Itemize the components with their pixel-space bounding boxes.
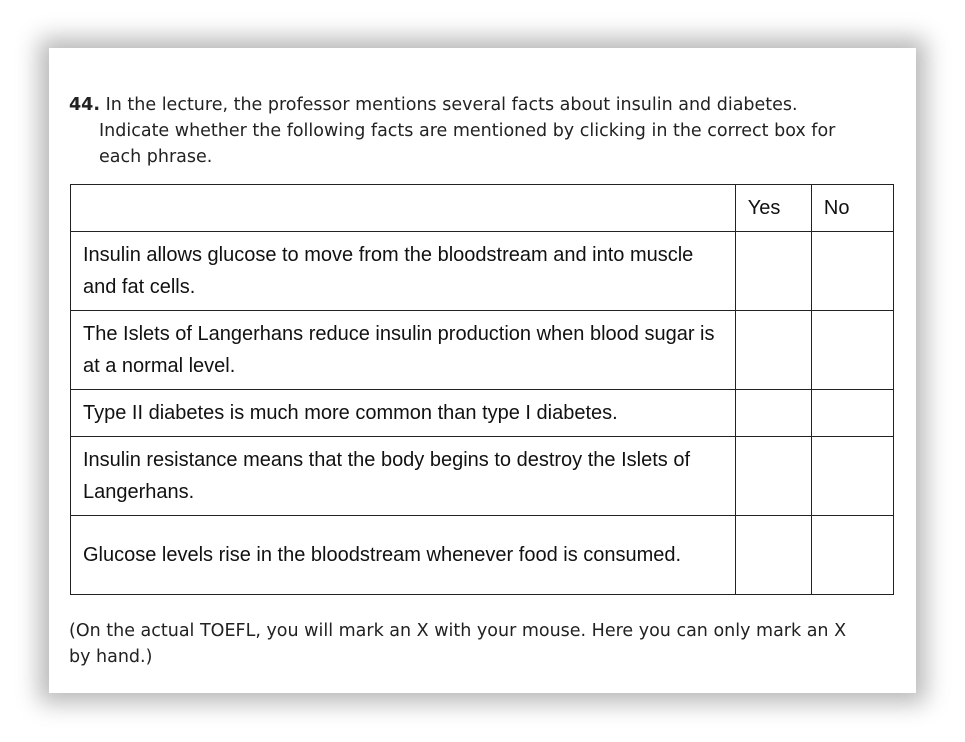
fact-statement: The Islets of Langerhans reduce insulin production when blood sugar is at a normal level. — [71, 311, 736, 390]
no-checkbox-cell[interactable] — [811, 311, 893, 390]
footnote: (On the actual TOEFL, you will mark an X with your mouse. Here you can only mark an X by hand.) — [69, 621, 847, 667]
question-card — [49, 48, 916, 693]
question-text-line1: In the lecture, the professor mentions several facts about insulin and diabetes. — [105, 95, 798, 115]
table-row — [71, 437, 894, 516]
question-prompt — [69, 92, 859, 170]
header-no: No — [811, 185, 893, 232]
yes-checkbox-cell[interactable] — [735, 437, 811, 516]
table-row — [71, 390, 894, 437]
no-checkbox-cell[interactable] — [811, 516, 893, 595]
table-row — [71, 311, 894, 390]
no-checkbox-cell[interactable] — [811, 232, 893, 311]
yes-checkbox-cell[interactable] — [735, 516, 811, 595]
header-yes: Yes — [735, 185, 811, 232]
no-checkbox-cell[interactable] — [811, 390, 893, 437]
question-number: 44. — [69, 95, 101, 115]
no-checkbox-cell[interactable] — [811, 437, 893, 516]
fact-statement: Glucose levels rise in the bloodstream whenever food is consumed. — [71, 516, 736, 595]
table-header-row — [71, 185, 894, 232]
question-first-line — [69, 92, 859, 118]
header-statement — [71, 185, 736, 232]
fact-statement: Insulin resistance means that the body begins to destroy the Islets of Langerhans. — [71, 437, 736, 516]
yes-checkbox-cell[interactable] — [735, 390, 811, 437]
table-row — [71, 516, 894, 595]
question-instructions: Indicate whether the following facts are mentioned by clicking in the correct box for each phrase. — [99, 121, 836, 167]
facts-table — [70, 184, 894, 595]
yes-checkbox-cell[interactable] — [735, 232, 811, 311]
table-row — [71, 232, 894, 311]
fact-statement: Type II diabetes is much more common than type I diabetes. — [71, 390, 736, 437]
fact-statement: Insulin allows glucose to move from the bloodstream and into muscle and fat cells. — [71, 232, 736, 311]
yes-checkbox-cell[interactable] — [735, 311, 811, 390]
